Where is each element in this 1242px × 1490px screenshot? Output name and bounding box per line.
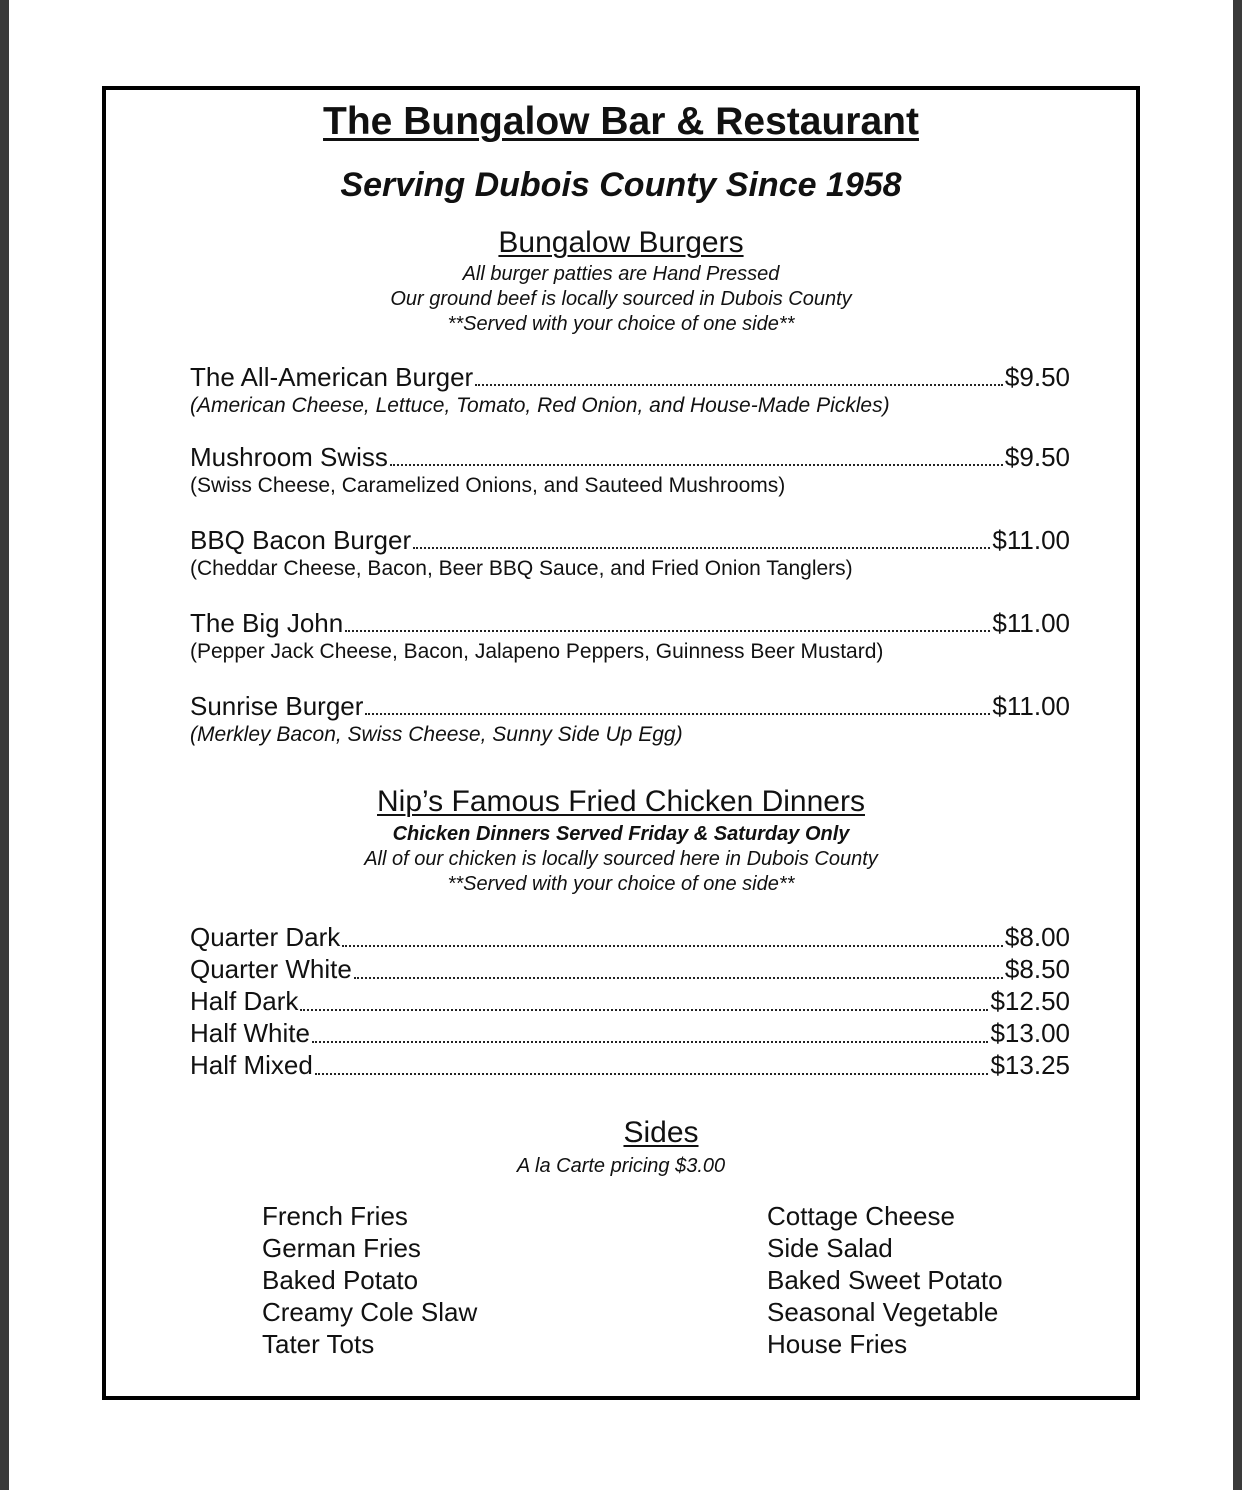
sides-left-column [262,1200,477,1360]
menu-item [190,523,1070,555]
item-name: The All-American Burger [190,362,474,392]
side-item: House Fries [767,1329,908,1359]
side-item: Cottage Cheese [767,1201,955,1231]
item-price: $13.25 [990,1050,1070,1080]
sides-heading: Sides [623,1116,699,1149]
sides-right-column [767,1200,1003,1360]
chicken-heading: Nip’s Famous Fried Chicken Dinners [377,785,865,818]
item-name: BBQ Bacon Burger [190,525,412,555]
menu-frame [102,86,1140,1400]
side-item: Creamy Cole Slaw [262,1297,478,1327]
side-item: Baked Potato [262,1265,419,1295]
burgers-note: **Served with your choice of one side** [447,313,795,335]
item-name: Quarter White [190,954,352,984]
chicken-note: All of our chicken is locally sourced here in Dubois County [364,848,878,870]
item-description: (Merkley Bacon, Swiss Cheese, Sunny Side Up Egg) [190,723,683,746]
item-description: (American Cheese, Lettuce, Tomato, Red Onion, and House-Made Pickles) [190,394,890,417]
menu-subtitle: Serving Dubois County Since 1958 [340,166,902,204]
item-price: $8.50 [1004,954,1070,984]
right-border-strip [1233,0,1242,1490]
item-price: $11.00 [992,525,1070,555]
side-item: German Fries [262,1233,421,1263]
item-name: Half Mixed [190,1050,313,1080]
item-name: Half White [190,1018,310,1048]
item-name: The Big John [190,608,344,638]
side-item: Side Salad [767,1233,893,1263]
side-item: Baked Sweet Potato [767,1265,1003,1295]
item-price: $11.00 [992,691,1070,721]
item-name: Mushroom Swiss [190,442,388,472]
menu-item [190,360,1070,392]
item-name: Half Dark [190,986,299,1016]
item-price: $9.50 [1004,362,1070,392]
menu-item [190,922,1070,952]
left-border-strip [0,0,9,1490]
side-item: Seasonal Vegetable [767,1297,999,1327]
dot-leader [300,1009,988,1011]
dot-leader [390,464,1003,466]
item-price: $13.00 [990,1018,1070,1048]
menu-item [190,440,1070,472]
burgers-note: All burger patties are Hand Pressed [462,263,780,285]
dot-leader [342,945,1003,947]
menu-item [190,606,1070,638]
item-description: (Pepper Jack Cheese, Bacon, Jalapeno Peppers, Guinness Beer Mustard) [190,640,884,663]
item-description: (Cheddar Cheese, Bacon, Beer BBQ Sauce, and Fried Onion Tanglers) [190,557,853,580]
menu-item [190,986,1070,1016]
item-price: $11.00 [992,608,1070,638]
dot-leader [475,384,1003,386]
menu-item [190,1050,1070,1080]
side-item: Tater Tots [262,1329,375,1359]
item-name: Sunrise Burger [190,691,364,721]
menu-title: The Bungalow Bar & Restaurant [323,100,919,143]
item-price: $12.50 [990,986,1070,1016]
dot-leader [345,630,990,632]
dot-leader [354,977,1003,979]
menu-item [190,689,1070,721]
dot-leader [413,547,990,549]
item-price: $8.00 [1004,922,1070,952]
item-description: (Swiss Cheese, Caramelized Onions, and Sauteed Mushrooms) [190,474,786,497]
chicken-note: **Served with your choice of one side** [447,873,795,895]
menu-item [190,1018,1070,1048]
menu-item [190,954,1070,984]
item-price: $9.50 [1004,442,1070,472]
dot-leader [315,1073,989,1075]
burgers-note: Our ground beef is locally sourced in Dubois County [390,288,852,310]
dot-leader [312,1041,989,1043]
chicken-note: Chicken Dinners Served Friday & Saturday Only [392,823,850,845]
side-item: French Fries [262,1201,408,1231]
sides-note: A la Carte pricing $3.00 [516,1155,726,1177]
item-name: Quarter Dark [190,922,341,952]
dot-leader [365,713,990,715]
burgers-heading: Bungalow Burgers [498,226,744,259]
